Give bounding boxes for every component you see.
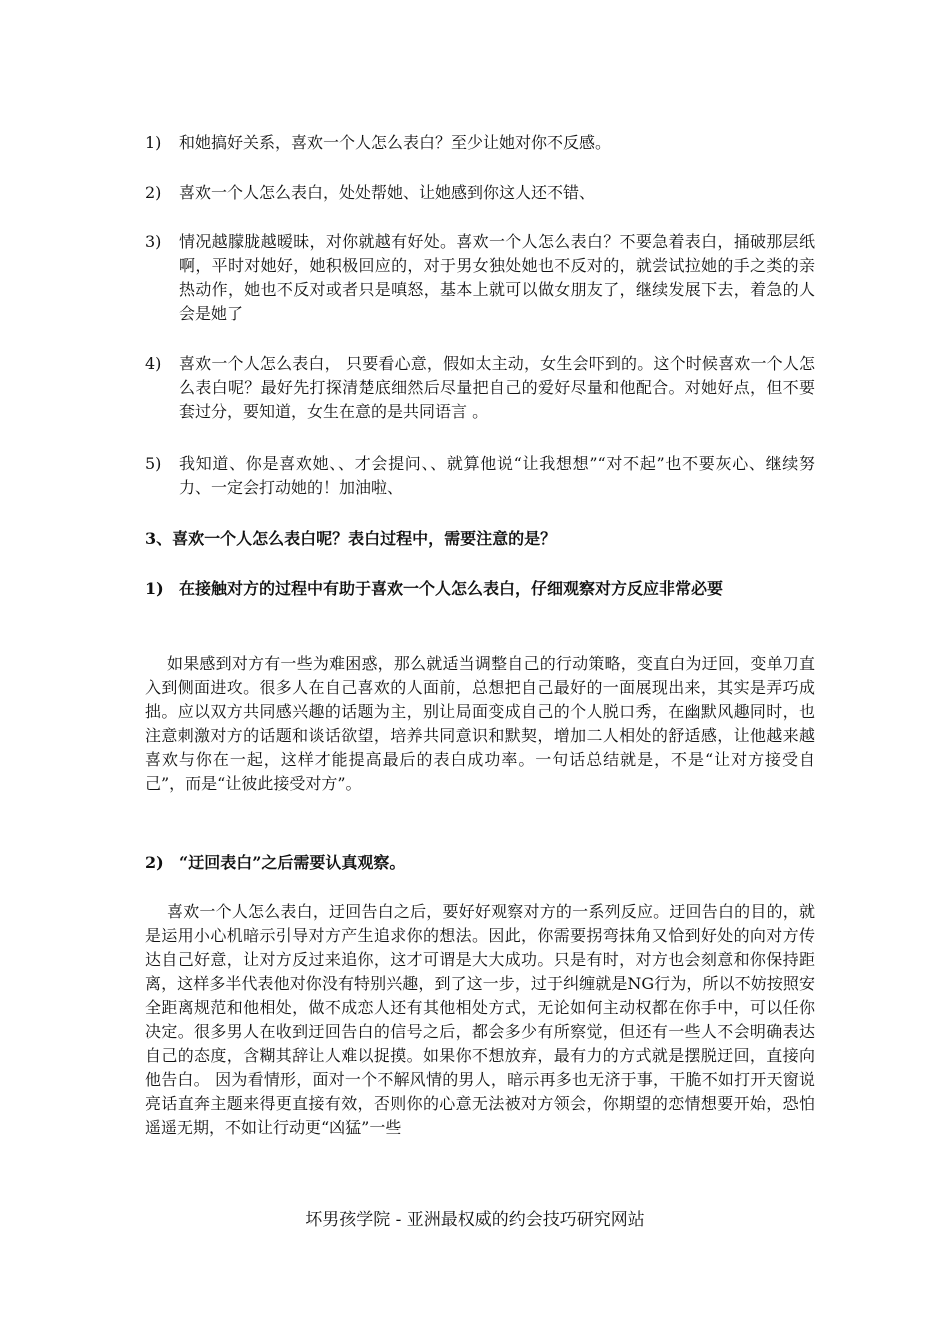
subheading-text: 在接触对方的过程中有助于喜欢一个人怎么表白，仔细观察对方反应非常必要 — [179, 579, 724, 598]
paragraph-1: 如果感到对方有一些为难困惑，那么就适当调整自己的行动策略，变直白为迂回，变单刀直入到侧面进攻。很多人在自己喜欢的人面前，总想把自己最好的一面展现出来，其实是弄巧成拙。应以双方共同感兴趣的话题为主，别让局面变成自己的个人脱口秀，在幽默风趣同时，也注意刺激对方的话题和谈话欲望，培养共同意识和默契，增加二人相处的舒适感，让他越来越喜欢与你在一起，这样才能提高最后的表白成功率。一句话总结就是，不是“让对方接受自己”，而是“让彼此接受对方”。 — [145, 654, 815, 793]
subheading-2 — [145, 851, 815, 875]
section-heading: 3、喜欢一个人怎么表白呢？表白过程中，需要注意的是？ — [145, 529, 557, 548]
list-text: 喜欢一个人怎么表白，处处帮她、让她感到你这人还不错、 — [179, 183, 596, 202]
list-number: 1) — [145, 133, 162, 152]
list-number: 2) — [145, 853, 164, 872]
list-number: 1) — [145, 579, 164, 598]
list-text: 喜欢一个人怎么表白， 只要看心意，假如太主动，女生会吓到的。这个时候喜欢一个人怎么表白呢？最好先打探清楚底细然后尽量把自己的爱好尽量和他配合。对她好点，但不要套过分，要知道，女生在意的是共同语言 。 — [179, 354, 815, 421]
subheading-text: “迂回表白”之后需要认真观察。 — [179, 853, 406, 872]
list-number: 3) — [145, 232, 162, 251]
list-item-3 — [145, 230, 815, 326]
list-text: 情况越朦胧越暧昧，对你就越有好处。喜欢一个人怎么表白？不要急着表白，捅破那层纸啊，平时对她好，她积极回应的，对于男女独处她也不反对的，就尝试拉她的手之类的亲热动作，她也不反对或者只是嗔怒，基本上就可以做女朋友了，继续发展下去，着急的人会是她了 — [179, 232, 815, 323]
list-item-1 — [145, 131, 815, 155]
list-number: 4) — [145, 354, 162, 373]
list-text: 和她搞好关系，喜欢一个人怎么表白？至少让她对你不反感。 — [179, 133, 612, 152]
list-number: 5) — [145, 454, 162, 473]
list-number: 2) — [145, 183, 162, 202]
subheading-1 — [145, 577, 815, 601]
page-footer: 坏男孩学院 - 亚洲最权威的约会技巧研究网站 — [305, 1210, 645, 1230]
list-item-5 — [145, 452, 815, 500]
list-text: 我知道、你是喜欢她、、才会提问、、就算他说“让我想想”“对不起”也不要灰心、继续努力、一定会打动她的！加油啦、 — [179, 454, 815, 497]
list-item-4 — [145, 352, 815, 424]
list-item-2 — [145, 181, 815, 205]
paragraph-2: 喜欢一个人怎么表白，迂回告白之后，要好好观察对方的一系列反应。迂回告白的目的，就是运用小心机暗示引导对方产生追求你的想法。因此，你需要拐弯抹角又恰到好处的向对方传达自己好意，让对方反过来追你，这才可谓是大大成功。只是有时，对方也会刻意和你保持距离，这样多半代表他对你没有特别兴趣，到了这一步，过于纠缠就是NG行为，所以不妨按照安全距离规范和他相处，做不成恋人还有其他相处方式，无论如何主动权都在你手中，可以任你决定。很多男人在收到迂回告白的信号之后，都会多少有所察觉，但还有一些人不会明确表达自己的态度，含糊其辞让人难以捉摸。如果你不想放弃，最有力的方式就是摆脱迂回，直接向他告白。 因为看情形，面对一个不解风情的男人，暗示再多也无济于事，干脆不如打开天窗说亮话直奔主题来得更直接有效，否则你的心意无法被对方领会，你期望的恋情想要开始，恐怕遥遥无期，不如让行动更“凶猛”一些 — [145, 902, 815, 1137]
